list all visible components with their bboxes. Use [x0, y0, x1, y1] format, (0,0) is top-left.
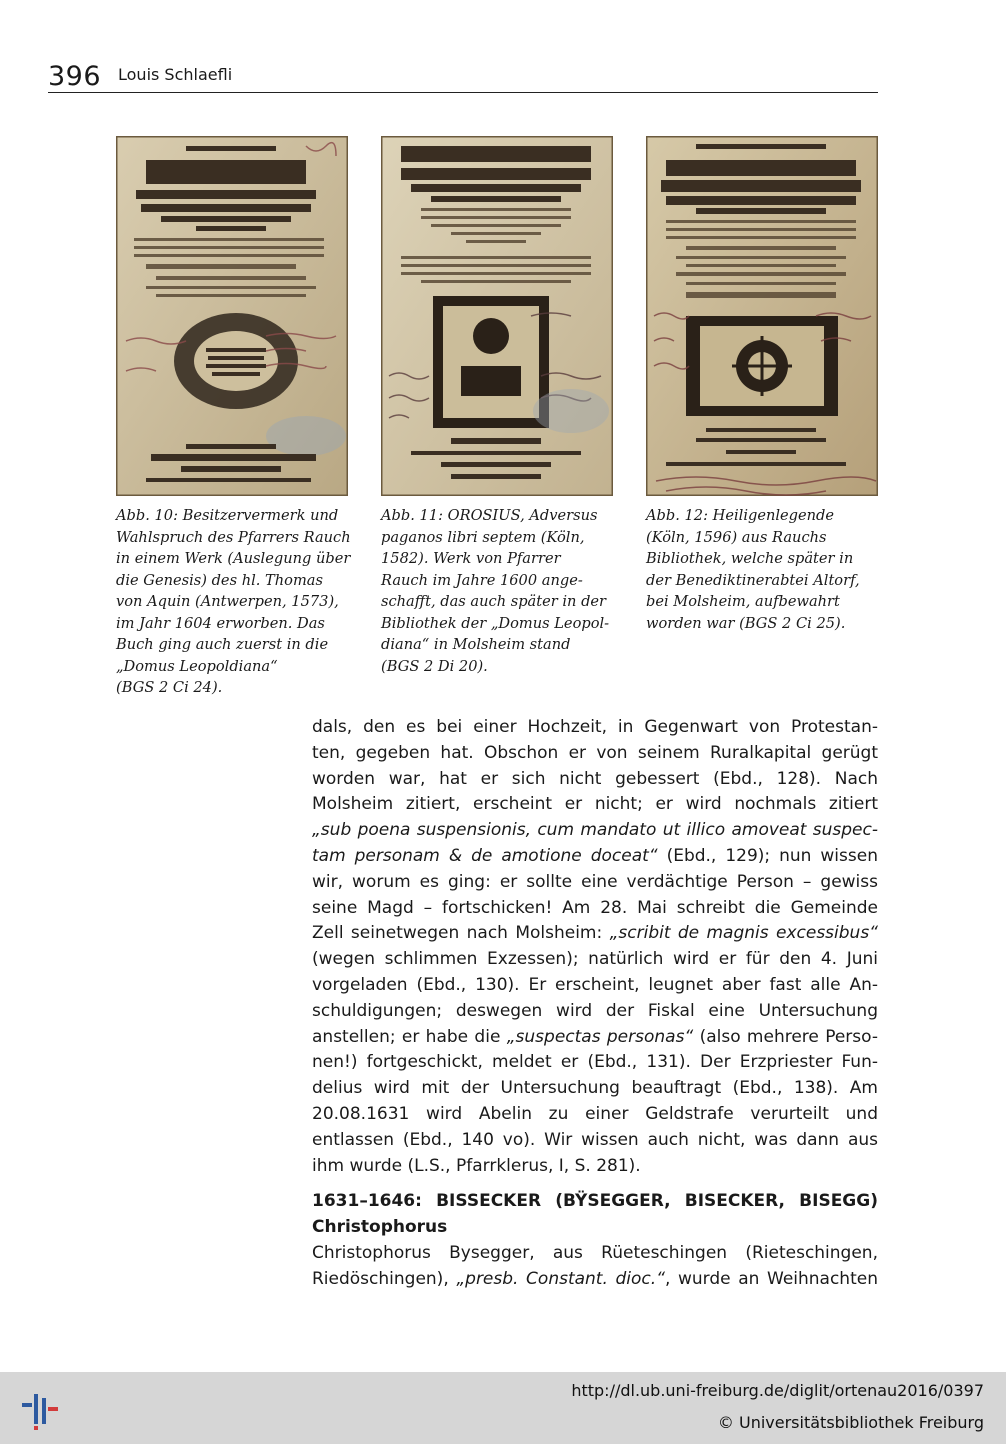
body-line: dals, den es bei einer Hochzeit, in Gegenwart von Protestan-	[312, 717, 878, 737]
caption-line: im Jahr 1604 erworben. Das	[116, 614, 325, 632]
caption-line: von Aquin (Antwerpen, 1573),	[116, 593, 339, 610]
body-line: „sub poena suspensionis, cum mandato ut illico amoveat suspec-	[312, 820, 878, 841]
ub-freiburg-logo-icon	[18, 1386, 62, 1430]
body-line: ihm wurde (L.S., Pfarrklerus, I, S. 281).	[312, 1155, 641, 1176]
body-line: worden war, hat er sich nicht gebessert (Ebd., 128). Nach	[312, 768, 878, 789]
body-line: Christophorus Bysegger, aus Rüeteschingen (Rieteschingen,	[312, 1242, 878, 1263]
body-line: Molsheim zitiert, erscheint er nicht; er wird nochmals zitiert	[312, 794, 878, 815]
footer-url-link[interactable]: http://dl.ub.uni-freiburg.de/diglit/ortenau2016/0397	[571, 1381, 984, 1400]
section-heading: 1631–1646: BISSECKER (BŸSEGGER, BISECKER, BISEGG)	[312, 1191, 878, 1212]
caption-line: (BGS 2 Ci 24).	[116, 679, 223, 696]
caption-line: Abb. 12: Heiligenlegende	[646, 507, 835, 524]
caption-line: bei Molsheim, aufbewahrt	[646, 593, 840, 610]
body-line: Zell seinetwegen nach Molsheim: „scribit de magnis excessibus“	[312, 923, 878, 944]
caption-line: Buch ging auch zuerst in die	[116, 636, 329, 653]
figure-10-book-photo	[116, 136, 348, 496]
footer-bar	[0, 1372, 1006, 1444]
body-line: tam personam & de amotione doceat“ (Ebd., 129); nun wissen	[312, 845, 878, 866]
caption-line: Wahlspruch des Pfarrers Rauch	[116, 528, 351, 546]
caption-line: (Köln, 1596) aus Rauchs	[646, 528, 827, 546]
caption-line: Bibliothek der „Domus Leopol-	[381, 614, 610, 632]
body-line: delius wird mit der Untersuchung beauftragt (Ebd., 138). Am	[312, 1078, 878, 1099]
running-head-author: Louis Schlaefli	[118, 65, 233, 84]
body-line: ten, gegeben hat. Obschon er von seinem Ruralkapital gerügt	[312, 742, 878, 763]
page-number: 396	[48, 61, 102, 92]
caption-line: schafft, das auch später in der	[381, 593, 607, 610]
body-line: anstellen; er habe die „suspectas personas“ (also mehrere Perso-	[312, 1026, 878, 1047]
caption-line: Rauch im Jahre 1600 ange-	[381, 571, 583, 589]
body-line: nen!) fortgeschickt, meldet er (Ebd., 131). Der Erzpriester Fun-	[312, 1052, 878, 1073]
caption-line: 1582). Werk von Pfarrer	[381, 550, 561, 567]
body-line: wir, worum es ging: er sollte eine verdächtige Person – gewiss	[312, 871, 878, 892]
caption-line: Abb. 11: OROSIUS, Adversus	[381, 507, 598, 524]
body-line: Riedöschingen), „presb. Constant. dioc.“, wurde an Weihnachten	[312, 1268, 878, 1289]
figure-10-caption	[116, 505, 356, 699]
body-line: seine Magd – fortschicken! Am 28. Mai schreibt die Gemeinde	[312, 897, 878, 918]
body-line: 20.08.1631 wird Abelin zu einer Geldstrafe verurteilt und	[312, 1103, 878, 1124]
caption-line: Abb. 10: Besitzervermerk und	[116, 507, 339, 524]
body-line: schuldigungen; deswegen wird der Fiskal eine Untersuchung	[312, 1000, 878, 1021]
body-line: entlassen (Ebd., 140 vo). Wir wissen auch nicht, was dann aus	[312, 1129, 878, 1150]
footer-copyright: © Universitätsbibliothek Freiburg	[717, 1413, 984, 1432]
section-heading-name: Christophorus	[312, 1217, 448, 1238]
caption-line: der Benediktinerabtei Altorf,	[646, 571, 860, 589]
caption-line: „Domus Leopoldiana“	[116, 657, 278, 675]
figure-12-caption	[646, 505, 886, 634]
caption-line: worden war (BGS 2 Ci 25).	[646, 614, 846, 632]
body-text	[312, 715, 878, 1293]
figure-12-book-photo	[646, 136, 878, 496]
caption-line: paganos libri septem (Köln,	[381, 528, 585, 546]
caption-line: diana“ in Molsheim stand	[381, 636, 571, 653]
body-line: (wegen schlimmen Exzessen); natürlich wird er für den 4. Juni	[312, 949, 878, 970]
caption-line: (BGS 2 Di 20).	[381, 657, 488, 675]
caption-line: Bibliothek, welche später in	[646, 550, 854, 567]
body-line: vorgeladen (Ebd., 130). Er erscheint, leugnet aber fast alle An-	[312, 974, 878, 995]
figure-11-caption	[381, 505, 621, 677]
caption-line: in einem Werk (Auslegung über	[116, 550, 351, 567]
page-header	[48, 62, 878, 93]
caption-line: die Genesis) des hl. Thomas	[116, 571, 323, 589]
figure-11-book-photo	[381, 136, 613, 496]
